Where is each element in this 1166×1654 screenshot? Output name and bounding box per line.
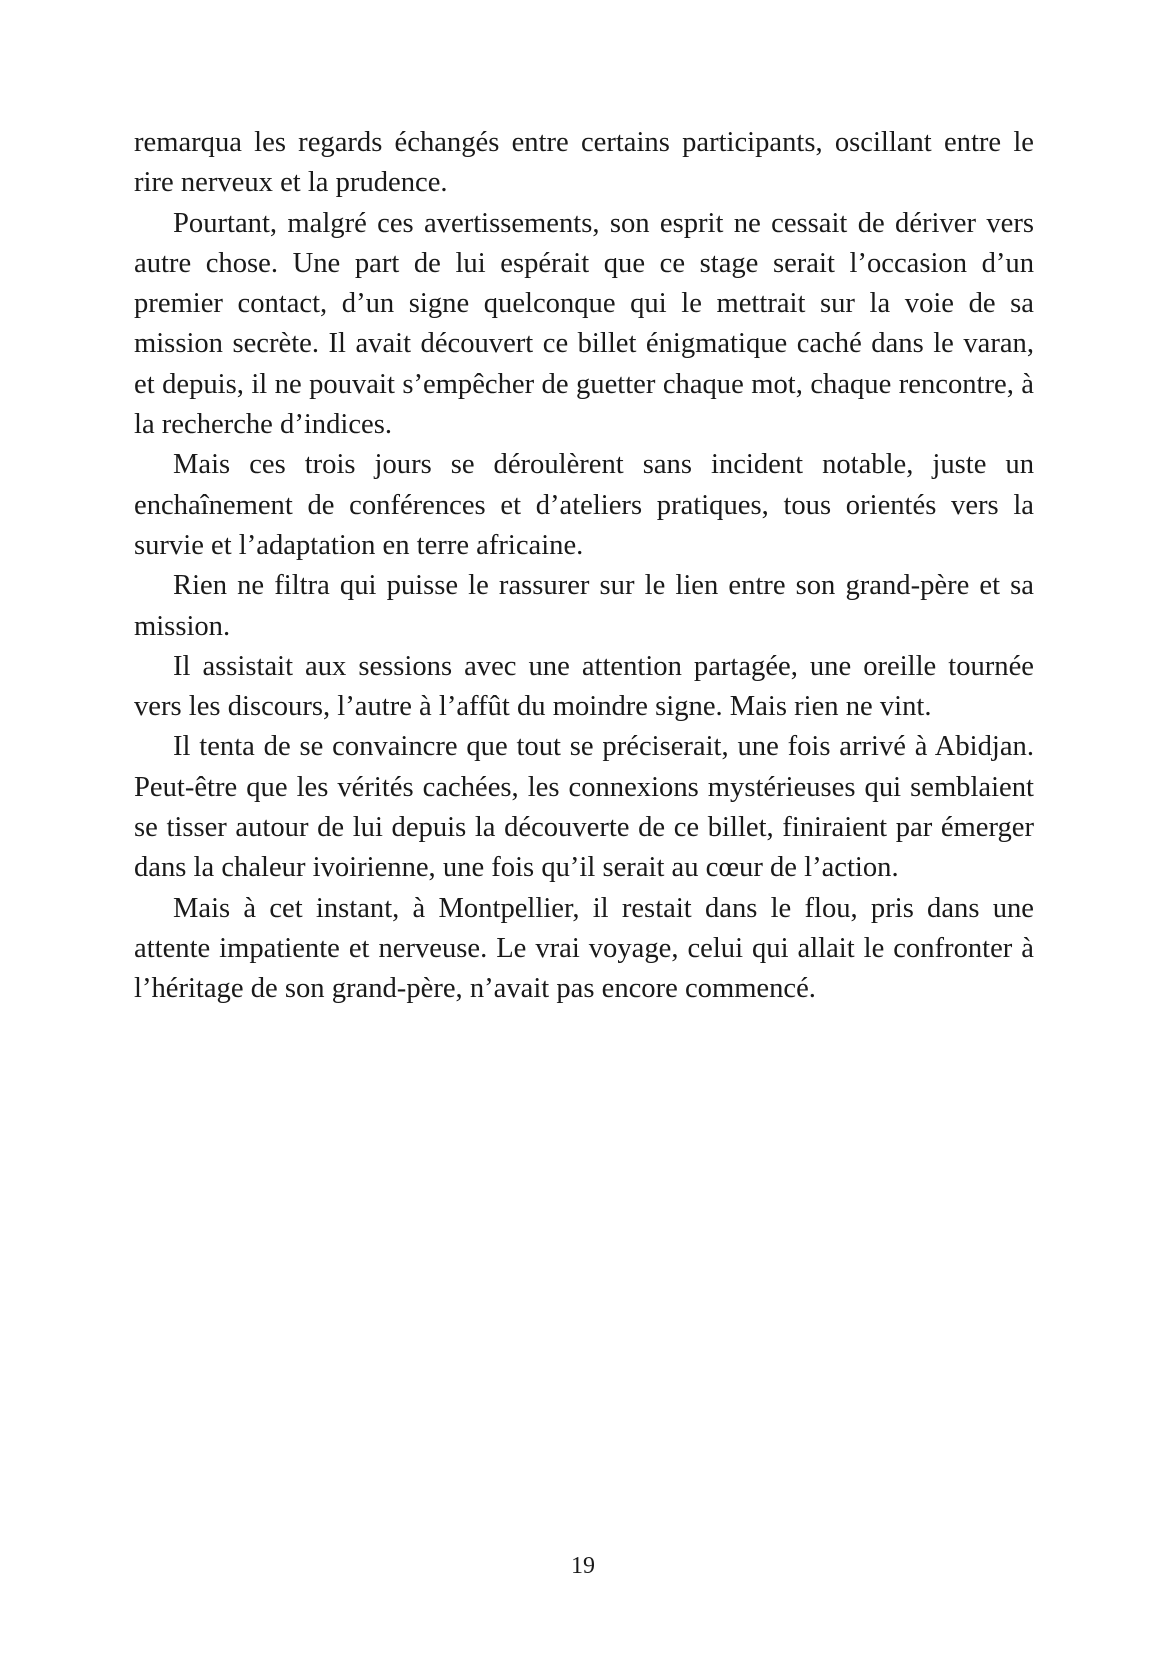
page-number: 19: [571, 1553, 595, 1579]
paragraph-4: Rien ne filtra qui puisse le rassurer sur le lien entre son grand-père et sa mission.: [134, 570, 1034, 642]
paragraph-6: Il tenta de se convaincre que tout se préciserait, une fois arrivé à Abidjan. Peut-être que les vérités cachées, les connexions mystérieuses qui semblaient se tisser autour de lui depuis la découverte de ce billet, finiraient par émerger dans la chaleur ivoirienne, une fois qu’il serait au cœur de l’action.: [134, 731, 1034, 884]
paragraph-5: Il assistait aux sessions avec une attention partagée, une oreille tournée vers les discours, l’autre à l’affût du moindre signe. Mais rien ne vint.: [134, 650, 1034, 723]
paragraph-1: remarqua les regards échangés entre certains participants, oscillant entre le rire nerveux et la prudence.: [134, 127, 1034, 199]
paragraph-7: Mais à cet instant, à Montpellier, il restait dans le flou, pris dans une attente impatiente et nerveuse. Le vrai voyage, celui qui allait le confronter à l’héritage de son grand-père, n’avait pas encore commencé.: [134, 892, 1034, 1005]
page-body: [134, 123, 1034, 1010]
paragraph-3: Mais ces trois jours se déroulèrent sans incident notable, juste un enchaînement de conférences et d’ateliers pratiques, tous orientés vers la survie et l’adaptation en terre africaine.: [134, 449, 1034, 561]
paragraph-2: Pourtant, malgré ces avertissements, son esprit ne cessait de dériver vers autre chose. Une part de lui espérait que ce stage serait l’occasion d’un premier contact, d’un signe quelconque qui le mettrait sur la voie de sa mission secrète. Il avait découvert ce billet énigmatique caché dans le varan, et depuis, il ne pouvait s’empêcher de guetter chaque mot, chaque rencontre, à la recherche d’indices.: [134, 207, 1034, 441]
